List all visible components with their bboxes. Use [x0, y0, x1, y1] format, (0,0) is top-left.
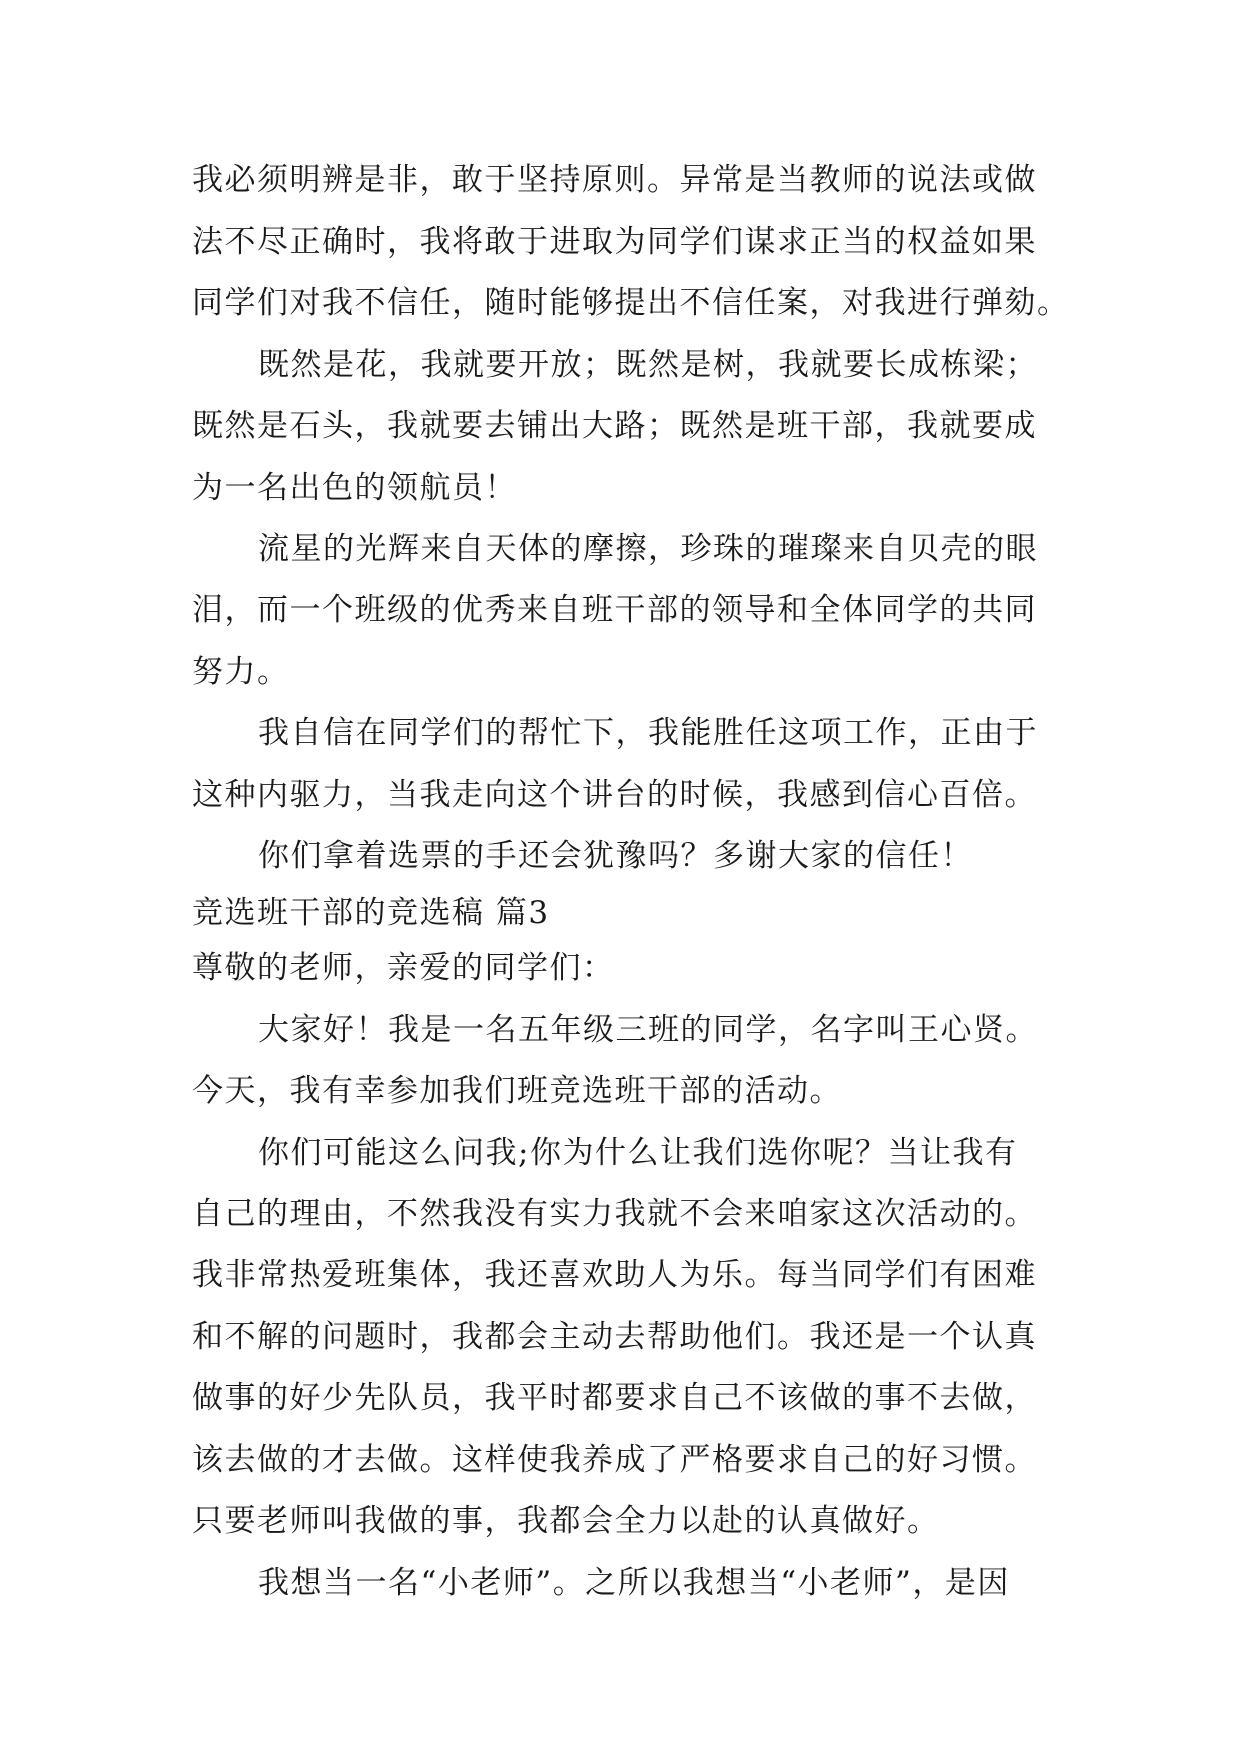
text-line: 自己的理由，不然我没有实力我就不会来咱家这次活动的。: [192, 1196, 1037, 1232]
text-line: 泪，而一个班级的优秀来自班干部的领导和全体同学的共同: [192, 592, 1037, 628]
text-line: 你们可能这么问我;你为什么让我们选你呢？当让我有: [258, 1135, 1018, 1171]
text-line: 你们拿着选票的手还会犹豫吗？多谢大家的信任！: [258, 838, 973, 874]
text-line: 做事的好少先队员，我平时都要求自己不该做的事不去做，: [192, 1380, 1037, 1416]
section-heading: 竞选班干部的竞选稿 篇3: [192, 895, 550, 931]
text-line: 我想当一名“小老师”。之所以我想当“小老师”，是因: [258, 1565, 1010, 1601]
text-line: 法不尽正确时，我将敢于进取为同学们谋求正当的权益如果: [192, 224, 1037, 260]
text-line: 大家好！我是一名五年级三班的同学，名字叫王心贤。: [258, 1012, 1038, 1048]
text-line: 今天，我有幸参加我们班竞选班干部的活动。: [192, 1073, 842, 1109]
text-line: 我自信在同学们的帮忙下，我能胜任这项工作，正由于: [258, 715, 1038, 751]
text-line: 这种内驱力，当我走向这个讲台的时候，我感到信心百倍。: [192, 777, 1037, 813]
text-line: 既然是石头，我就要去铺出大路；既然是班干部，我就要成: [192, 408, 1037, 444]
text-line: 同学们对我不信任，随时能够提出不信任案，对我进行弹劾。: [192, 285, 1070, 321]
text-line: 我非常热爱班集体，我还喜欢助人为乐。每当同学们有困难: [192, 1257, 1037, 1293]
text-line: 为一名出色的领航员！: [192, 470, 517, 506]
salutation: 尊敬的老师，亲爱的同学们：: [192, 950, 615, 986]
text-line: 既然是花，我就要开放；既然是树，我就要长成栋梁；: [258, 347, 1038, 383]
text-line: 努力。: [192, 654, 290, 690]
text-line: 和不解的问题时，我都会主动去帮助他们。我还是一个认真: [192, 1319, 1037, 1355]
text-line: 只要老师叫我做的事，我都会全力以赴的认真做好。: [192, 1503, 940, 1539]
text-line: 流星的光辉来自天体的摩擦，珍珠的璀璨来自贝壳的眼: [258, 531, 1038, 567]
text-line: 该去做的才去做。这样使我养成了严格要求自己的好习惯。: [192, 1442, 1037, 1478]
text-line: 我必须明辨是非，敢于坚持原则。异常是当教师的说法或做: [192, 162, 1037, 198]
